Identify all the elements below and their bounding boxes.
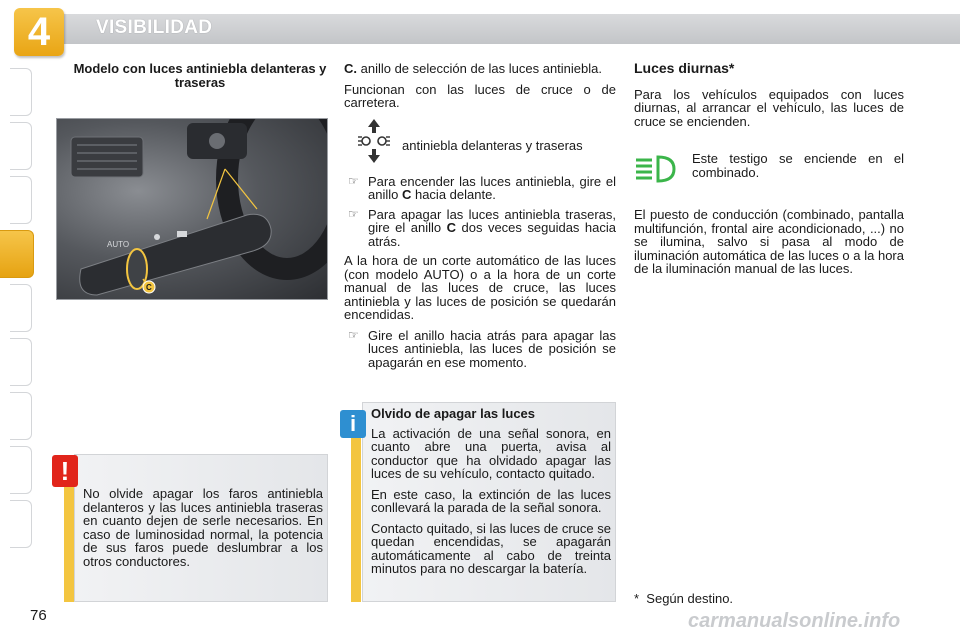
- daytime-lamp-row: [634, 152, 904, 208]
- chapter-tab-4-active[interactable]: [0, 230, 34, 278]
- chapter-tabs: [0, 62, 34, 582]
- page-number: 76: [30, 607, 47, 624]
- warning-accent-strip: [64, 478, 74, 602]
- daytime-lights-heading: Luces diurnas*: [634, 60, 735, 76]
- pointing-finger-icon: ☞: [348, 173, 359, 188]
- fog-light-model-subheading: Modelo con luces antiniebla delanteras y traseras: [73, 61, 327, 90]
- chapter-tab-6[interactable]: [10, 338, 32, 386]
- footnote-text: Según destino.: [646, 591, 734, 606]
- bullet-turn-off: ☞ Para apagar las luces antiniebla traseras, gire el anillo C dos veces seguidas hacia atrás.: [348, 206, 616, 249]
- right-column: [634, 62, 904, 283]
- fog-symbol-row: [344, 117, 616, 169]
- fog-symbol-caption: antiniebla delanteras y traseras: [402, 137, 583, 153]
- ring-c-text: anillo de selección de las luces antiniebla.: [357, 61, 602, 76]
- fog-light-selector-icon: [356, 117, 392, 165]
- daytime-lamp-text: Este testigo se enciende en el combinado.: [692, 151, 904, 180]
- chapter-number-badge: 4: [14, 8, 64, 56]
- warning-text: No olvide apagar los faros antiniebla delanteros y las luces antiniebla traseras en cuanto dejen de serle necesarios. En caso de luminosidad normal, la potencia de sus faros puede deslumbrar a los otros conductores.: [83, 486, 323, 569]
- chapter-tab-5[interactable]: [10, 284, 32, 332]
- chapter-tab-3[interactable]: [10, 176, 32, 224]
- ring-c-letter: C.: [344, 61, 357, 76]
- daytime-lamp-indicator-icon: [634, 154, 678, 184]
- lighting-stalk-illustration: [57, 119, 328, 300]
- warning-exclamation-icon: !: [52, 455, 78, 487]
- footnote-mark: *: [634, 591, 640, 606]
- fog-lights-operation-text: Funcionan con las luces de cruce o de carretera.: [344, 81, 616, 110]
- info-box-text-3: Contacto quitado, si las luces de cruce se quedan encendidas, se apagarán automáticamente al cabo de treinta minutos para no descargar la batería.: [371, 520, 611, 576]
- dashboard-illumination-text: El puesto de conducción (combinado, pantalla multifunción, frontal aire acondicionado, ...) no se ilumina, salvo si pasa al modo de iluminación automática de las luces o a la hora de la iluminación manual de las luces.: [634, 207, 904, 276]
- page-title: VISIBILIDAD: [96, 17, 213, 38]
- info-box-text-1: La activación de una señal sonora, en cuanto abre una puerta, avisa al conductor que ha olvidado apagar las luces de su vehículo, contacto quitado.: [371, 425, 611, 481]
- pointing-finger-icon: ☞: [348, 206, 359, 221]
- bullet-turn-on: ☞ Para encender las luces antiniebla, gire el anillo C hacia delante.: [348, 173, 616, 202]
- footnote: [634, 592, 894, 606]
- auto-cut-text: A la hora de un corte automático de las luces (con modelo AUTO) o a la hora de un corte manual de las luces de cruce, las luces antiniebla y las luces de posición se quedarán encendidas.: [344, 253, 616, 322]
- chapter-tab-7[interactable]: [10, 392, 32, 440]
- lighting-stalk-photo: [56, 118, 328, 300]
- ring-c-description: [344, 62, 616, 76]
- chapter-tab-8[interactable]: [10, 446, 32, 494]
- bullet-turn-back: ☞ Gire el anillo hacia atrás para apagar las luces antiniebla, las luces de posición se apagarán en ese momento.: [348, 327, 616, 370]
- info-box: [362, 402, 616, 602]
- warning-box: [74, 454, 328, 602]
- daytime-lights-text: Para los vehículos equipados con luces diurnas, al arrancar el vehículo, las luces de cruce se encienden.: [634, 86, 904, 129]
- stalk-auto-label: AUTO: [107, 240, 130, 249]
- info-accent-strip: [351, 436, 361, 602]
- stalk-callout-c: C: [146, 283, 152, 292]
- info-box-title: Olvido de apagar las luces: [371, 406, 536, 421]
- watermark: carmanualsonline.info: [688, 610, 901, 632]
- info-icon: i: [340, 410, 366, 438]
- info-box-text-2: En este caso, la extinción de las luces conllevará la parada de la señal sonora.: [371, 486, 611, 515]
- chapter-tab-2[interactable]: [10, 122, 32, 170]
- pointing-finger-icon: ☞: [348, 327, 359, 342]
- left-column: [70, 62, 330, 89]
- chapter-tab-9[interactable]: [10, 500, 32, 548]
- chapter-tab-1[interactable]: [10, 68, 32, 116]
- middle-column: [344, 62, 616, 375]
- page-header: [0, 0, 960, 62]
